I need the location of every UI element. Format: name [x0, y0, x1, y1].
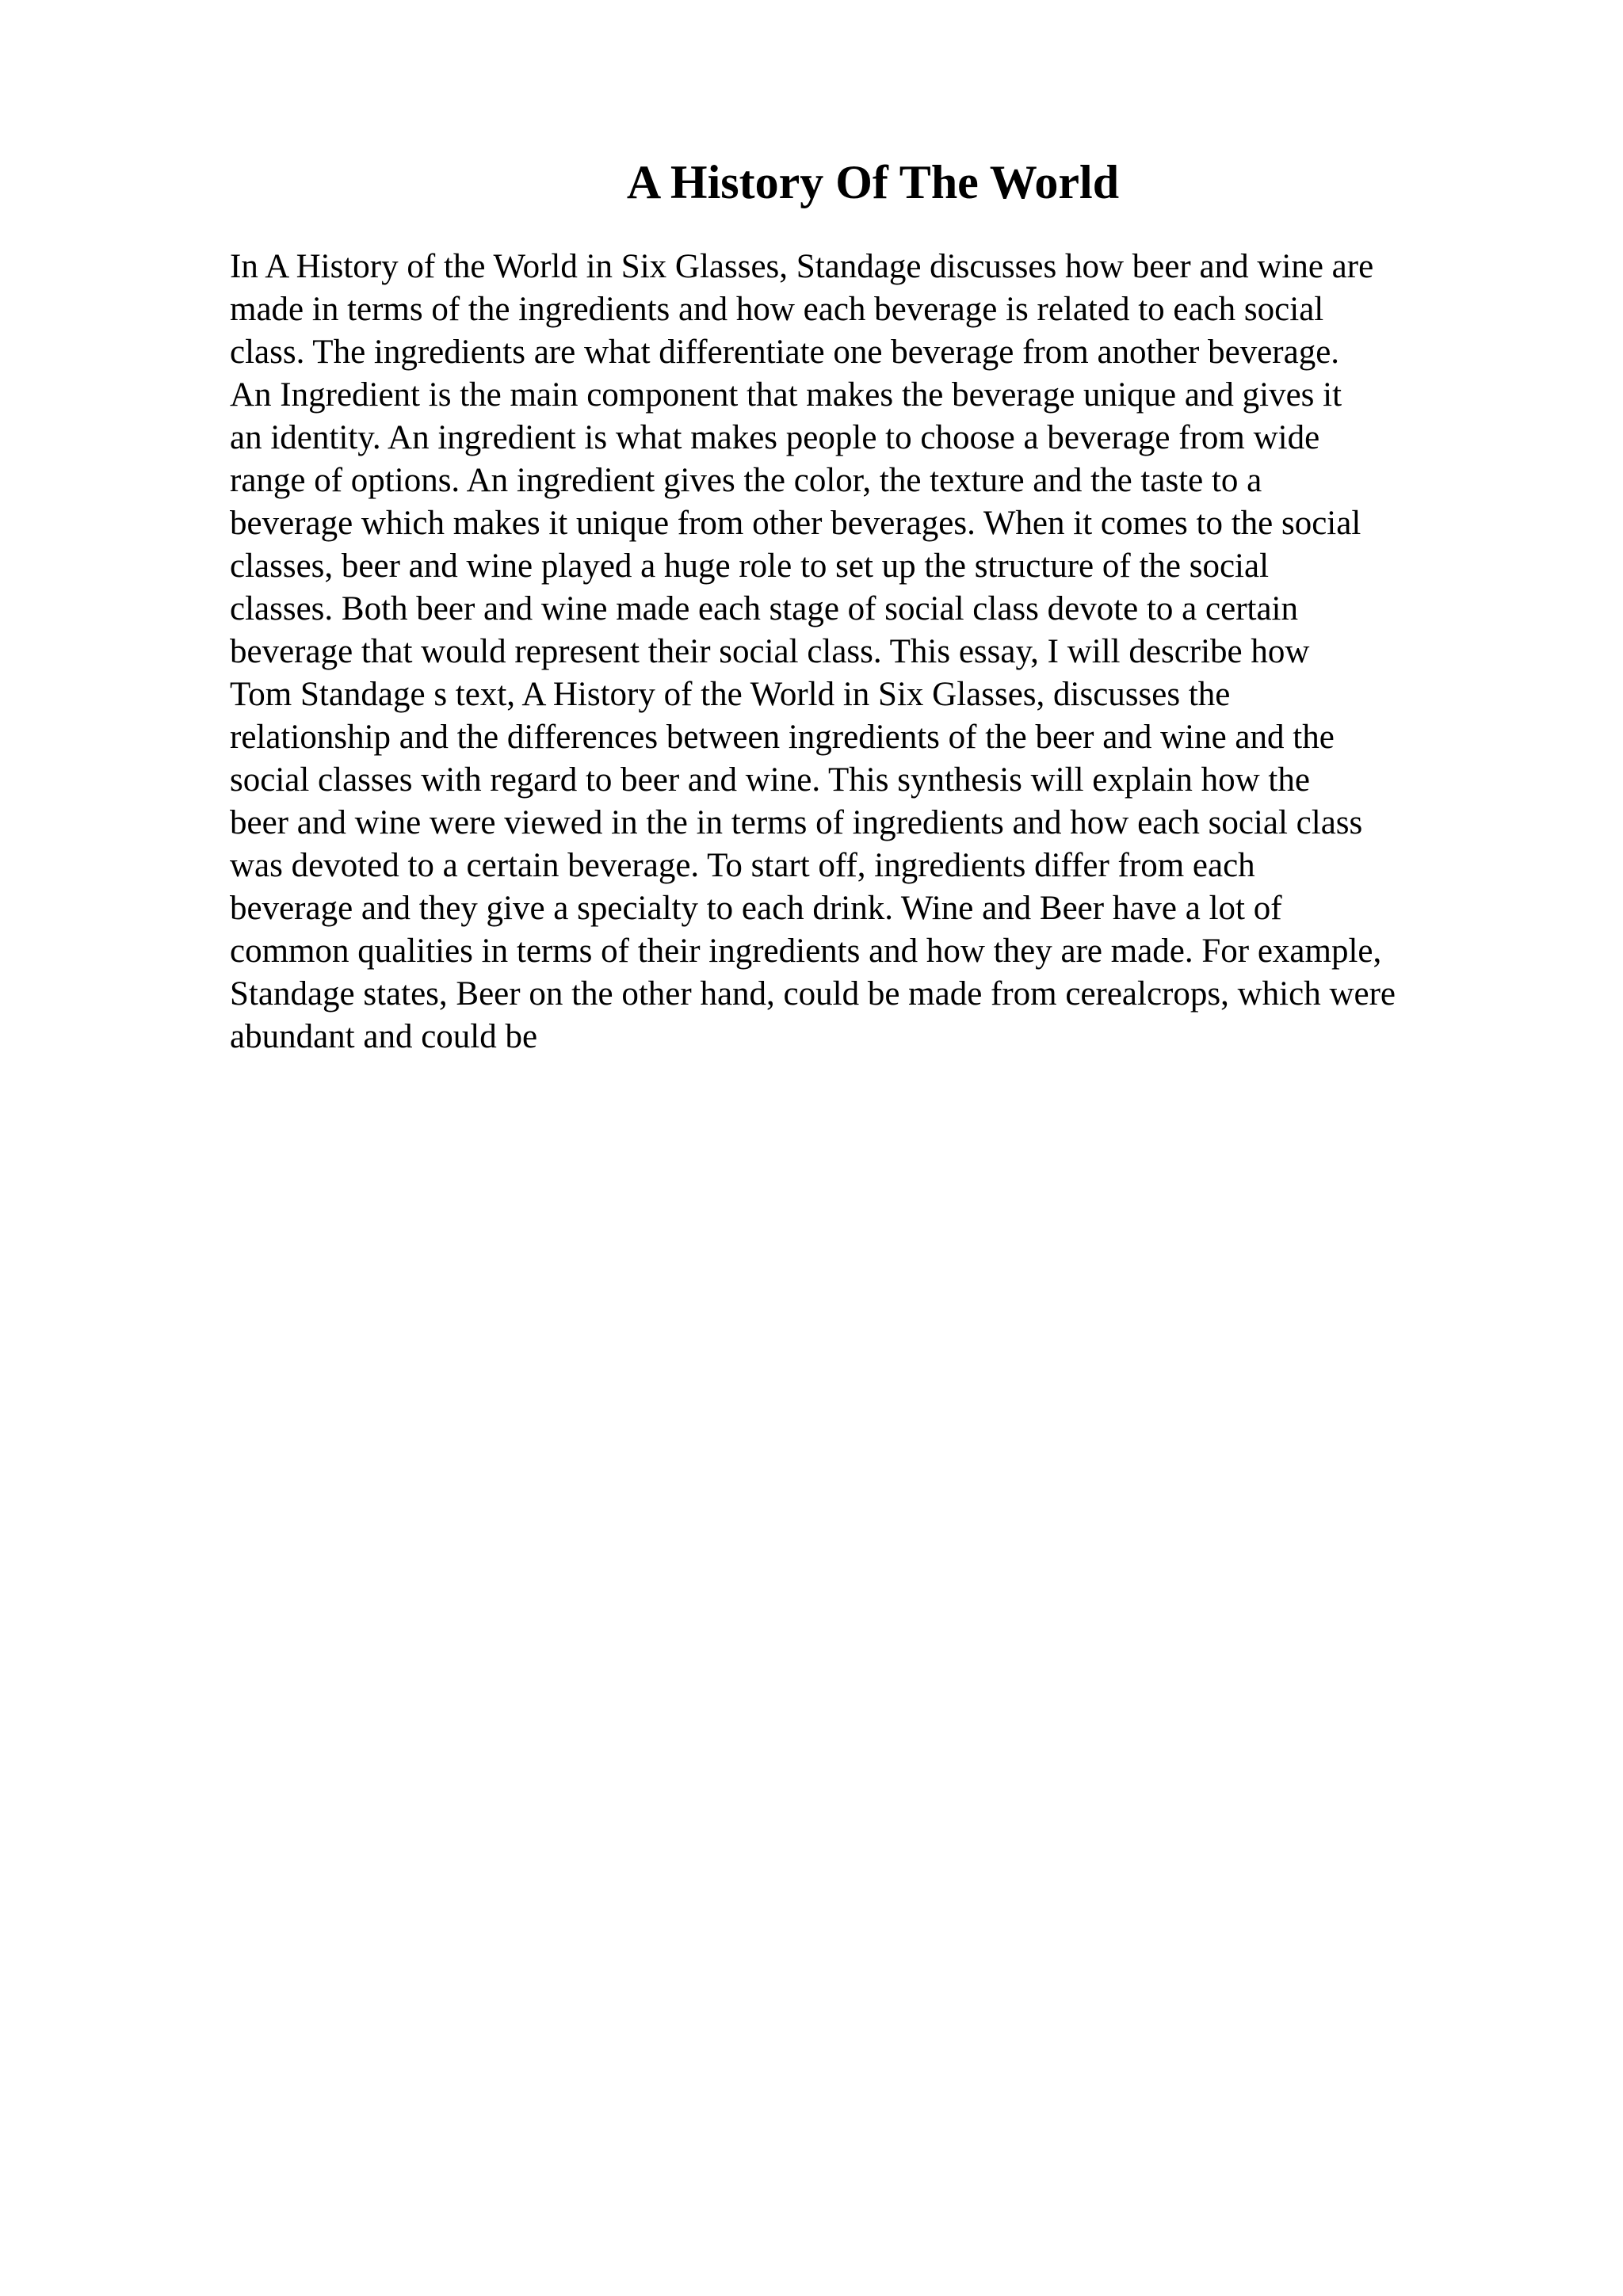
text-line: beverage and they give a specialty to each drink. Wine and Beer have a lot of: [230, 890, 1282, 927]
text-line: Standage states, Beer on the other hand, could be made from cerealcrops, which were: [230, 975, 1396, 1013]
text-line: range of options. An ingredient gives the color, the texture and the taste to a: [230, 462, 1262, 499]
document-title: A History Of The World: [626, 156, 1120, 208]
text-line: classes, beer and wine played a huge role to set up the structure of the social: [230, 547, 1270, 585]
text-line: class. The ingredients are what differentiate one beverage from another beverage.: [230, 334, 1340, 371]
text-line: made in terms of the ingredients and how each beverage is related to each social: [230, 291, 1324, 328]
text-line: common qualities in terms of their ingredients and how they are made. For example,: [230, 933, 1382, 970]
text-line: abundant and could be: [230, 1018, 538, 1055]
text-line: beverage which makes it unique from other beverages. When it comes to the social: [230, 505, 1361, 542]
text-line: beverage that would represent their social class. This essay, I will describe how: [230, 633, 1310, 670]
text-line: relationship and the differences between ingredients of the beer and wine and the: [230, 719, 1335, 756]
text-line: In A History of the World in Six Glasses, Standage discusses how beer and wine are: [230, 248, 1374, 285]
text-line: classes. Both beer and wine made each stage of social class devote to a certain: [230, 590, 1298, 627]
text-line: An Ingredient is the main component that makes the beverage unique and gives it: [230, 376, 1342, 414]
text-line: was devoted to a certain beverage. To start off, ingredients differ from each: [230, 847, 1255, 884]
text-line: an identity. An ingredient is what makes people to choose a beverage from wide: [230, 419, 1320, 456]
body-paragraph: [230, 246, 1498, 1058]
text-line: beer and wine were viewed in the in terms of ingredients and how each social class: [230, 804, 1363, 841]
text-line: social classes with regard to beer and wine. This synthesis will explain how the: [230, 761, 1310, 799]
text-line: Tom Standage s text, A History of the World in Six Glasses, discusses the: [230, 676, 1231, 713]
